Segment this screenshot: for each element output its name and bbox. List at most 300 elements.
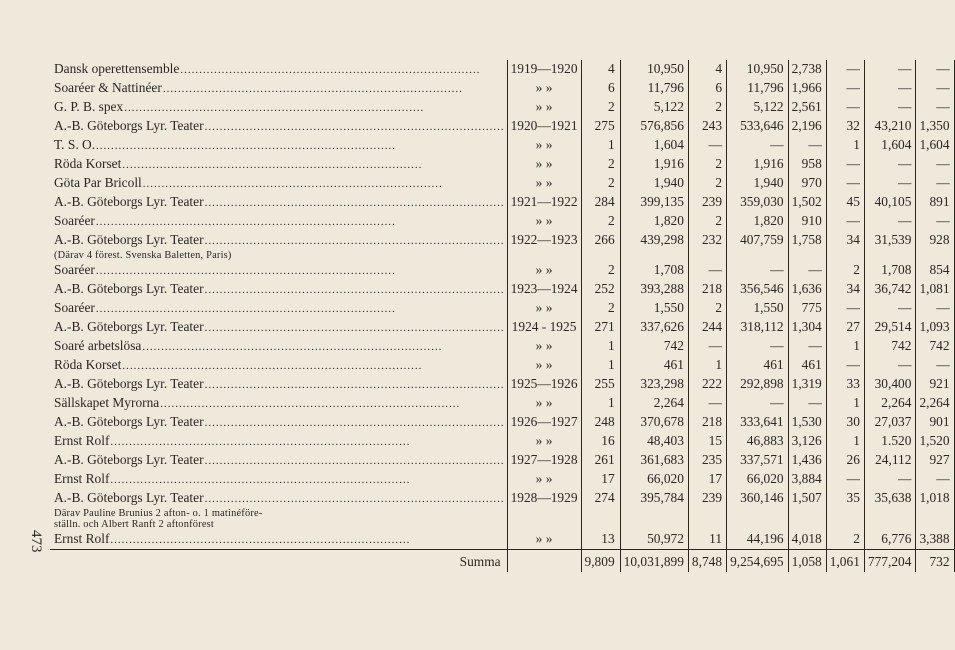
leader-dots: ................................................................................ <box>110 474 411 486</box>
performances-2-cell: 1 <box>688 356 726 375</box>
ensemble-name-cell <box>50 394 507 413</box>
performances-2-cell: 2 <box>688 212 726 231</box>
visitors-2-cell: 44,196 <box>727 530 789 550</box>
ensemble-name-cell <box>50 470 507 489</box>
visitors-2-cell: 360,146 <box>727 489 789 530</box>
visitors-cell: 1,708 <box>620 261 688 280</box>
performances-2-cell: 218 <box>688 280 726 299</box>
summa-visitors-2-cell: 9,254,695 <box>727 550 789 573</box>
performances-2-cell: 2 <box>688 299 726 318</box>
ensemble-name-cell <box>50 356 507 375</box>
ensemble-name: A.-B. Göteborgs Lyr. Teater <box>54 232 204 247</box>
performances-2-cell: 4 <box>688 60 726 79</box>
leader-dots: ................................................................................ <box>204 322 505 334</box>
visitors-2-cell: — <box>727 337 789 356</box>
performances-2-cell: 15 <box>688 432 726 451</box>
average-3-cell: — <box>916 356 954 375</box>
performances-2-cell: 243 <box>688 117 726 136</box>
visitors-cell: 399,135 <box>620 193 688 212</box>
table-row <box>50 299 954 318</box>
performances-cell: 2 <box>581 212 620 231</box>
visitors-3-cell: — <box>864 299 916 318</box>
visitors-3-cell: — <box>864 155 916 174</box>
visitors-3-cell: 40,105 <box>864 193 916 212</box>
performances-cell: 2 <box>581 261 620 280</box>
season-cell: 1921—1922 <box>507 193 581 212</box>
season-cell: » » <box>507 79 581 98</box>
average-3-cell: 2,264 <box>916 394 954 413</box>
performances-2-cell: 6 <box>688 79 726 98</box>
visitors-cell: 10,950 <box>620 60 688 79</box>
summa-visitors-3-cell: 777,204 <box>864 550 916 573</box>
visitors-2-cell: 359,030 <box>727 193 789 212</box>
table-row <box>50 413 954 432</box>
visitors-cell: 461 <box>620 356 688 375</box>
performances-3-cell: — <box>826 356 864 375</box>
performances-2-cell: 2 <box>688 174 726 193</box>
average-cell: 1,530 <box>788 413 826 432</box>
season-cell: » » <box>507 212 581 231</box>
performances-3-cell: 1 <box>826 136 864 155</box>
leader-dots: ................................................................................ <box>204 379 505 391</box>
visitors-3-cell: 2,264 <box>864 394 916 413</box>
leader-dots: ................................................................................ <box>204 455 505 467</box>
performances-2-cell: 2 <box>688 155 726 174</box>
visitors-cell: 337,626 <box>620 318 688 337</box>
ensemble-name: Soaréer <box>54 213 95 228</box>
visitors-cell: 1,940 <box>620 174 688 193</box>
leader-dots: ................................................................................ <box>180 64 481 76</box>
season-cell: » » <box>507 174 581 193</box>
ensemble-name-cell <box>50 212 507 231</box>
visitors-2-cell: — <box>727 394 789 413</box>
performances-cell: 261 <box>581 451 620 470</box>
ensemble-name: T. S. O. <box>54 137 96 152</box>
season-cell: 1922—1923 <box>507 231 581 261</box>
performances-cell: 275 <box>581 117 620 136</box>
average-3-cell: 928 <box>916 231 954 261</box>
average-cell: 775 <box>788 299 826 318</box>
visitors-3-cell: 29,514 <box>864 318 916 337</box>
table-row <box>50 356 954 375</box>
visitors-2-cell: 10,950 <box>727 60 789 79</box>
leader-dots: ................................................................................ <box>122 159 423 171</box>
ensemble-name: Dansk operettensemble <box>54 61 180 76</box>
visitors-2-cell: 318,112 <box>727 318 789 337</box>
summa-performances-cell: 9,809 <box>581 550 620 573</box>
average-cell: 958 <box>788 155 826 174</box>
table-row <box>50 318 954 337</box>
performances-cell: 271 <box>581 318 620 337</box>
performances-cell: 2 <box>581 174 620 193</box>
performances-3-cell: 2 <box>826 261 864 280</box>
performances-cell: 1 <box>581 356 620 375</box>
visitors-2-cell: 46,883 <box>727 432 789 451</box>
leader-dots: ................................................................................ <box>110 534 411 546</box>
performances-3-cell: — <box>826 98 864 117</box>
summa-season-cell <box>507 550 581 573</box>
average-cell: — <box>788 394 826 413</box>
visitors-2-cell: 11,796 <box>727 79 789 98</box>
summa-performances-3-cell: 1,061 <box>826 550 864 573</box>
visitors-2-cell: 461 <box>727 356 789 375</box>
ensemble-name-cell <box>50 432 507 451</box>
season-cell: » » <box>507 530 581 550</box>
average-3-cell: 1,350 <box>916 117 954 136</box>
table-row <box>50 375 954 394</box>
average-3-cell: 901 <box>916 413 954 432</box>
ensemble-name-cell <box>50 79 507 98</box>
average-3-cell: 1,081 <box>916 280 954 299</box>
visitors-cell: 66,020 <box>620 470 688 489</box>
season-cell: » » <box>507 98 581 117</box>
visitors-cell: 5,122 <box>620 98 688 117</box>
average-3-cell: — <box>916 212 954 231</box>
leader-dots: ................................................................................ <box>204 284 505 296</box>
visitors-3-cell: 31,539 <box>864 231 916 261</box>
table-row <box>50 136 954 155</box>
ensemble-name: A.-B. Göteborgs Lyr. Teater <box>54 414 204 429</box>
performances-3-cell: 35 <box>826 489 864 530</box>
performances-3-cell: — <box>826 155 864 174</box>
ensemble-name-cell <box>50 451 507 470</box>
statistics-table <box>50 60 955 572</box>
ensemble-name-cell <box>50 413 507 432</box>
average-cell: 2,561 <box>788 98 826 117</box>
average-cell: 1,436 <box>788 451 826 470</box>
leader-dots: ................................................................................ <box>95 265 396 277</box>
average-cell: 1,966 <box>788 79 826 98</box>
performances-cell: 4 <box>581 60 620 79</box>
performances-2-cell: 239 <box>688 489 726 530</box>
table-row <box>50 193 954 212</box>
leader-dots: ................................................................................ <box>204 417 505 429</box>
performances-3-cell: — <box>826 174 864 193</box>
season-cell: 1923—1924 <box>507 280 581 299</box>
season-cell: » » <box>507 356 581 375</box>
ensemble-name-cell <box>50 318 507 337</box>
average-cell: 1,636 <box>788 280 826 299</box>
season-cell: 1927—1928 <box>507 451 581 470</box>
visitors-2-cell: 533,646 <box>727 117 789 136</box>
performances-cell: 1 <box>581 394 620 413</box>
ensemble-name: A.-B. Göteborgs Lyr. Teater <box>54 452 204 467</box>
performances-2-cell: — <box>688 337 726 356</box>
summa-average-3-cell: 732 <box>916 550 954 573</box>
performances-3-cell: — <box>826 79 864 98</box>
ensemble-name-cell <box>50 261 507 280</box>
ensemble-name: Soaréer <box>54 300 95 315</box>
ensemble-name-cell <box>50 193 507 212</box>
visitors-2-cell: — <box>727 136 789 155</box>
performances-3-cell: — <box>826 299 864 318</box>
visitors-3-cell: 43,210 <box>864 117 916 136</box>
average-cell: 3,126 <box>788 432 826 451</box>
average-3-cell: 927 <box>916 451 954 470</box>
leader-dots: ................................................................................ <box>95 216 396 228</box>
ensemble-name: A.-B. Göteborgs Lyr. Teater <box>54 319 204 334</box>
table-row <box>50 261 954 280</box>
leader-dots: ................................................................................ <box>124 102 425 114</box>
table-row <box>50 117 954 136</box>
visitors-cell: 395,784 <box>620 489 688 530</box>
average-cell: 910 <box>788 212 826 231</box>
visitors-2-cell: 1,820 <box>727 212 789 231</box>
visitors-cell: 1,550 <box>620 299 688 318</box>
ensemble-name: Ernst Rolf <box>54 471 110 486</box>
performances-3-cell: 26 <box>826 451 864 470</box>
visitors-2-cell: 66,020 <box>727 470 789 489</box>
performances-cell: 266 <box>581 231 620 261</box>
ensemble-name: Sällskapet Myrorna <box>54 395 160 410</box>
average-cell: — <box>788 337 826 356</box>
average-3-cell: — <box>916 299 954 318</box>
leader-dots: ................................................................................ <box>95 303 396 315</box>
leader-dots: ................................................................................ <box>204 121 505 133</box>
visitors-3-cell: 24,112 <box>864 451 916 470</box>
visitors-3-cell: 6,776 <box>864 530 916 550</box>
table-row <box>50 231 954 261</box>
leader-dots: ................................................................................ <box>160 398 461 410</box>
season-cell: 1924 - 1925 <box>507 318 581 337</box>
visitors-cell: 323,298 <box>620 375 688 394</box>
visitors-3-cell: 35,638 <box>864 489 916 530</box>
ensemble-name: Ernst Rolf <box>54 531 110 546</box>
visitors-3-cell: — <box>864 98 916 117</box>
average-3-cell: 1,018 <box>916 489 954 530</box>
season-cell: » » <box>507 299 581 318</box>
ensemble-name-cell <box>50 337 507 356</box>
performances-cell: 1 <box>581 337 620 356</box>
summa-visitors-cell: 10,031,899 <box>620 550 688 573</box>
performances-3-cell: 27 <box>826 318 864 337</box>
table-row <box>50 280 954 299</box>
performances-3-cell: 30 <box>826 413 864 432</box>
ensemble-name-cell <box>50 174 507 193</box>
page-number: 473 <box>28 530 44 553</box>
performances-cell: 274 <box>581 489 620 530</box>
average-3-cell: 1,604 <box>916 136 954 155</box>
performances-2-cell: 239 <box>688 193 726 212</box>
average-3-cell: 891 <box>916 193 954 212</box>
performances-cell: 252 <box>581 280 620 299</box>
table-row <box>50 470 954 489</box>
ensemble-name: Soaré arbetslösa <box>54 338 142 353</box>
table-row <box>50 489 954 530</box>
average-3-cell: — <box>916 98 954 117</box>
performances-2-cell: — <box>688 261 726 280</box>
performances-3-cell: 34 <box>826 280 864 299</box>
table-row <box>50 212 954 231</box>
ensemble-name: Ernst Rolf <box>54 433 110 448</box>
leader-dots: ................................................................................ <box>162 83 463 95</box>
average-3-cell: 854 <box>916 261 954 280</box>
performances-2-cell: 218 <box>688 413 726 432</box>
performances-3-cell: 34 <box>826 231 864 261</box>
season-cell: » » <box>507 470 581 489</box>
ensemble-name-cell <box>50 375 507 394</box>
visitors-3-cell: — <box>864 174 916 193</box>
visitors-cell: 50,972 <box>620 530 688 550</box>
ensemble-name-cell <box>50 60 507 79</box>
performances-cell: 13 <box>581 530 620 550</box>
visitors-cell: 11,796 <box>620 79 688 98</box>
table-row <box>50 79 954 98</box>
average-3-cell: — <box>916 470 954 489</box>
average-cell: — <box>788 261 826 280</box>
season-cell: » » <box>507 261 581 280</box>
ensemble-name: A.-B. Göteborgs Lyr. Teater <box>54 281 204 296</box>
average-cell: 2,196 <box>788 117 826 136</box>
season-cell: 1928—1929 <box>507 489 581 530</box>
performances-cell: 255 <box>581 375 620 394</box>
ensemble-name-cell <box>50 530 507 550</box>
season-cell: » » <box>507 136 581 155</box>
row-note: Därav Pauline Brunius 2 afton- o. 1 matinéföre- <box>54 508 263 519</box>
visitors-3-cell: — <box>864 79 916 98</box>
visitors-cell: 439,298 <box>620 231 688 261</box>
average-cell: 461 <box>788 356 826 375</box>
performances-3-cell: 2 <box>826 530 864 550</box>
ensemble-name-cell <box>50 489 507 530</box>
ensemble-name: A.-B. Göteborgs Lyr. Teater <box>54 118 204 133</box>
visitors-2-cell: 1,550 <box>727 299 789 318</box>
visitors-3-cell: 30,400 <box>864 375 916 394</box>
performances-cell: 2 <box>581 155 620 174</box>
performances-cell: 1 <box>581 136 620 155</box>
performances-cell: 284 <box>581 193 620 212</box>
performances-cell: 2 <box>581 98 620 117</box>
ensemble-name-cell <box>50 231 507 261</box>
performances-3-cell: — <box>826 60 864 79</box>
visitors-3-cell: — <box>864 470 916 489</box>
average-3-cell: — <box>916 79 954 98</box>
leader-dots: ................................................................................ <box>204 197 505 209</box>
ensemble-name: Röda Korset <box>54 156 122 171</box>
table-row <box>50 98 954 117</box>
performances-2-cell: 235 <box>688 451 726 470</box>
visitors-2-cell: 337,571 <box>727 451 789 470</box>
ensemble-name: A.-B. Göteborgs Lyr. Teater <box>54 376 204 391</box>
leader-dots: ................................................................................ <box>122 360 423 372</box>
average-cell: 970 <box>788 174 826 193</box>
leader-dots: ................................................................................ <box>204 493 505 505</box>
average-cell: 1,758 <box>788 231 826 261</box>
average-cell: 2,738 <box>788 60 826 79</box>
ensemble-name: Soaréer <box>54 262 95 277</box>
visitors-2-cell: — <box>727 261 789 280</box>
visitors-3-cell: 1.520 <box>864 432 916 451</box>
ensemble-name: Göta Par Bricoll <box>54 175 142 190</box>
ensemble-name-cell <box>50 98 507 117</box>
ensemble-name: G. P. B. spex <box>54 99 124 114</box>
visitors-cell: 576,856 <box>620 117 688 136</box>
ensemble-name: A.-B. Göteborgs Lyr. Teater <box>54 490 204 505</box>
season-cell: » » <box>507 394 581 413</box>
season-cell: 1919—1920 <box>507 60 581 79</box>
season-cell: » » <box>507 432 581 451</box>
table-row <box>50 432 954 451</box>
summa-label: Summa <box>50 550 507 573</box>
leader-dots: ................................................................................ <box>204 235 505 247</box>
performances-3-cell: — <box>826 470 864 489</box>
average-cell: — <box>788 136 826 155</box>
performances-3-cell: 32 <box>826 117 864 136</box>
row-note-continued: ställn. och Albert Ranft 2 aftonförest <box>54 519 214 530</box>
average-cell: 1,502 <box>788 193 826 212</box>
visitors-3-cell: 36,742 <box>864 280 916 299</box>
average-3-cell: 921 <box>916 375 954 394</box>
performances-3-cell: 1 <box>826 432 864 451</box>
performances-cell: 2 <box>581 299 620 318</box>
performances-3-cell: 45 <box>826 193 864 212</box>
average-cell: 4,018 <box>788 530 826 550</box>
visitors-2-cell: 5,122 <box>727 98 789 117</box>
table-row <box>50 155 954 174</box>
summa-average-cell: 1,058 <box>788 550 826 573</box>
average-3-cell: 1,093 <box>916 318 954 337</box>
ensemble-name: A.-B. Göteborgs Lyr. Teater <box>54 194 204 209</box>
average-cell: 3,884 <box>788 470 826 489</box>
performances-2-cell: 244 <box>688 318 726 337</box>
season-cell: 1926—1927 <box>507 413 581 432</box>
visitors-3-cell: — <box>864 356 916 375</box>
season-cell: 1925—1926 <box>507 375 581 394</box>
average-3-cell: — <box>916 60 954 79</box>
visitors-3-cell: 27,037 <box>864 413 916 432</box>
visitors-cell: 393,288 <box>620 280 688 299</box>
visitors-cell: 1,916 <box>620 155 688 174</box>
table-row <box>50 174 954 193</box>
summa-row <box>50 550 954 573</box>
average-3-cell: 1,520 <box>916 432 954 451</box>
visitors-cell: 370,678 <box>620 413 688 432</box>
visitors-3-cell: — <box>864 60 916 79</box>
average-3-cell: — <box>916 155 954 174</box>
performances-3-cell: — <box>826 212 864 231</box>
visitors-cell: 48,403 <box>620 432 688 451</box>
visitors-3-cell: 742 <box>864 337 916 356</box>
visitors-cell: 1,604 <box>620 136 688 155</box>
ensemble-name-cell <box>50 155 507 174</box>
performances-3-cell: 1 <box>826 337 864 356</box>
ensemble-name: Soaréer & Nattinéer <box>54 80 162 95</box>
leader-dots: ................................................................................ <box>110 436 411 448</box>
visitors-2-cell: 407,759 <box>727 231 789 261</box>
row-note: (Därav 4 förest. Svenska Baletten, Paris) <box>54 250 232 261</box>
table-row <box>50 451 954 470</box>
average-cell: 1,507 <box>788 489 826 530</box>
ensemble-name: Röda Korset <box>54 357 122 372</box>
average-3-cell: 3,388 <box>916 530 954 550</box>
leader-dots: ................................................................................ <box>142 341 443 353</box>
visitors-3-cell: — <box>864 212 916 231</box>
performances-2-cell: 2 <box>688 98 726 117</box>
performances-cell: 6 <box>581 79 620 98</box>
average-3-cell: 742 <box>916 337 954 356</box>
performances-3-cell: 33 <box>826 375 864 394</box>
visitors-cell: 361,683 <box>620 451 688 470</box>
ensemble-name-cell <box>50 299 507 318</box>
performances-2-cell: — <box>688 394 726 413</box>
season-cell: » » <box>507 155 581 174</box>
visitors-cell: 2,264 <box>620 394 688 413</box>
ensemble-name-cell <box>50 280 507 299</box>
performances-cell: 17 <box>581 470 620 489</box>
performances-3-cell: 1 <box>826 394 864 413</box>
table-row <box>50 60 954 79</box>
season-cell: » » <box>507 337 581 356</box>
